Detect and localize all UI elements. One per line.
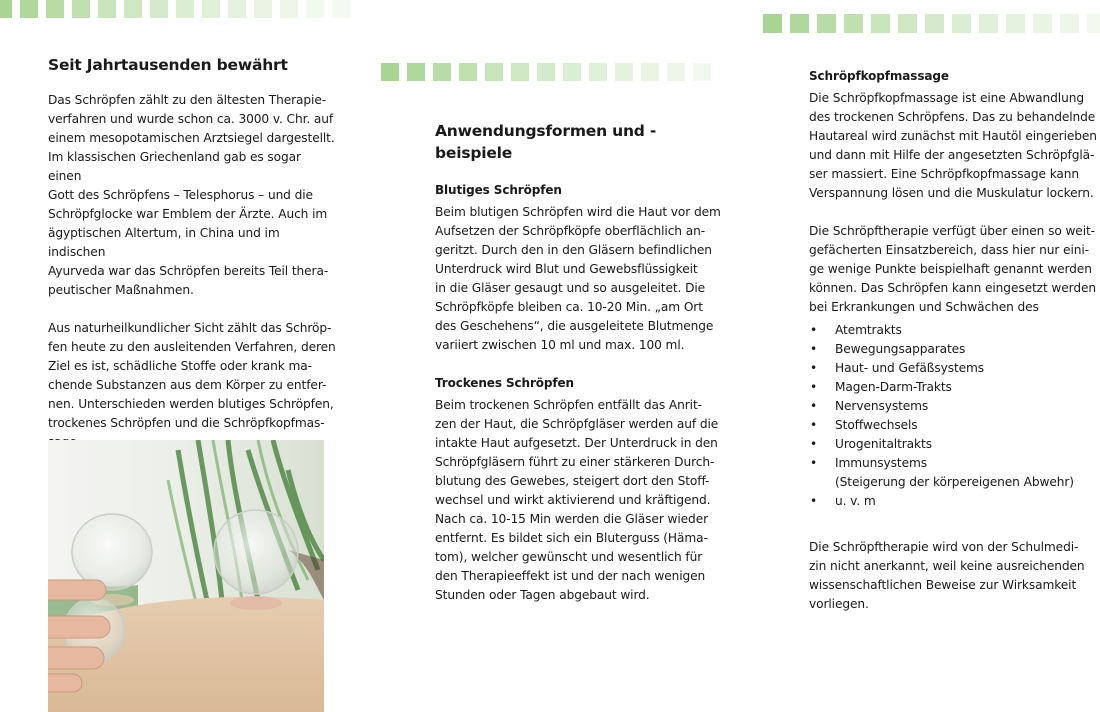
subheading-dry-cupping: Trockenes Schröpfen xyxy=(435,376,574,390)
list-item: • Haut- und Gefäßsystems xyxy=(809,359,1099,378)
paragraph-history: Das Schröpfen zählt zu den ältesten Therapie- verfahren und wurde schon ca. 3000 v. Chr. auf einem mesopotamischen Arztsiegel dargestellt. Im klassischen Griechenland gab es sogar einen Gott des Schröpfens – Telesphorus – und die Schröpfglocke war Emblem der Ärzte. Auch im ägyptischen Altertum, in China und im indischen Ayurveda war das Schröpfen bereits Teil thera- peutischer Maßnahmen. xyxy=(48,93,335,297)
decorative-square xyxy=(817,14,836,33)
decorative-square xyxy=(511,63,529,81)
paragraph-naturopathy: Aus naturheilkundlicher Sicht zählt das Schröp- fen heute zu den ausleitenden Verfahren, deren Ziel es ist, schädliche Stoffe oder krank ma- chende Substanzen aus dem Körper zu entfer- nen. Unterschieden werden blutiges Schröpfen, trockenes Schröpfen und die Schröpfkopfmas- xyxy=(48,321,336,430)
decorative-square xyxy=(589,63,607,81)
decorative-square xyxy=(979,14,998,33)
list-item: • Bewegungsapparates xyxy=(809,340,1099,359)
decorative-square xyxy=(254,0,272,18)
decorative-square xyxy=(280,0,298,18)
decorative-square xyxy=(407,63,425,81)
decorative-squares-right xyxy=(763,14,1100,33)
decorative-square xyxy=(1033,14,1052,33)
list-item: • Immunsystems (Steigerung der körpereigenen Abwehr) xyxy=(809,454,1099,492)
list-item: • Atemtrakts xyxy=(809,321,1099,340)
decorative-square xyxy=(844,14,863,33)
subheading-cupping-massage: Schröpfkopfmassage xyxy=(809,69,949,83)
decorative-square xyxy=(563,63,581,81)
list-item: • u. v. m xyxy=(809,492,1099,511)
decorative-square xyxy=(952,14,971,33)
decorative-square xyxy=(124,0,142,18)
indications-list xyxy=(809,321,1099,511)
decorative-square xyxy=(433,63,451,81)
paragraph-wet-cupping: Beim blutigen Schröpfen wird die Haut vor dem Aufsetzen der Schröpfköpfe oberflächlich an- geritzt. Durch den in den Gläsern befindlichen Unterdruck wird Blut und Gewebsflüssigkeit in die Gläser gesaugt und so ausgeleitet. Die Schröpfköpfe bleiben ca. 10-20 Min. „am Ort des Geschehens“, die ausgeleitete Blutmenge variiert zwischen 10 ml und max. 100 ml. xyxy=(435,205,721,352)
decorative-squares-middle xyxy=(381,63,711,81)
decorative-square xyxy=(381,63,399,81)
decorative-square xyxy=(871,14,890,33)
paragraph-indications-intro: Die Schröpftherapie verfügt über einen so weit- gefächerten Einsatzbereich, dass hier nur eini- ge wenige Punkte beispielhaft genannt werden können. Das Schröpfen kann eingesetzt werden bei Erkrankungen und Schwächen des xyxy=(809,224,1097,314)
decorative-square xyxy=(72,0,90,18)
decorative-square xyxy=(150,0,168,18)
decorative-square xyxy=(537,63,555,81)
decorative-square xyxy=(306,0,324,18)
section-title-history: Seit Jahrtausenden bewährt xyxy=(48,56,288,74)
decorative-square xyxy=(667,63,685,81)
decorative-square xyxy=(228,0,246,18)
decorative-square xyxy=(790,14,809,33)
decorative-square xyxy=(1087,14,1100,33)
decorative-square xyxy=(1060,14,1079,33)
subheading-wet-cupping: Blutiges Schröpfen xyxy=(435,183,562,197)
decorative-square xyxy=(0,0,12,18)
column-cupping-massage xyxy=(809,67,1099,614)
section-title-application-forms: Anwendungsformen und -beispiele xyxy=(435,122,657,162)
decorative-square xyxy=(202,0,220,18)
decorative-square xyxy=(641,63,659,81)
paragraph-dry-cupping: Beim trockenen Schröpfen entfällt das Anrit- zen der Haut, die Schröpfgläser werden auf die intakte Haut aufgesetzt. Der Unterdruck in den Schröpfgläsern führt zu einer stärkeren Durch- blutung des Gewebes, steigert dort den Stoff- wechsel und wirkt aktivierend und kräftigend. Nach ca. 10-15 Min werden die Gläser wieder entfernt. Es bildet sich ein Bluterguss (Häma- tom), welcher gewünscht und wesentlich für den Therapieeffekt ist und der nach wenigen Stunden oder Tagen abgebaut wird. xyxy=(435,398,719,602)
list-item: • Stoffwechsels xyxy=(809,416,1099,435)
column-application-forms xyxy=(435,120,725,605)
paragraph-disclaimer: Die Schröpftherapie wird von der Schulmedi- zin nicht anerkannt, weil keine ausreichenden wissenschaftlichen Beweise zur Wirksamkeit vorliegen. xyxy=(809,540,1085,611)
paragraph-cupping-massage: Die Schröpfkopfmassage ist eine Abwandlung des trockenen Schröpfens. Das zu behandelnde Hautareal wird zunächst mit Hautöl eingerieben und dann mit Hilfe der angesetzten Schröpfglä- ser massiert. Eine Schröpfkopfmassage kann Verspannung lösen und die Muskulatur lockern. xyxy=(809,91,1097,200)
decorative-square xyxy=(176,0,194,18)
decorative-square xyxy=(1006,14,1025,33)
decorative-square xyxy=(459,63,477,81)
decorative-square xyxy=(693,63,711,81)
decorative-square xyxy=(46,0,64,18)
column-history xyxy=(48,54,338,452)
decorative-square xyxy=(925,14,944,33)
decorative-square xyxy=(98,0,116,18)
decorative-square xyxy=(898,14,917,33)
decorative-squares-left xyxy=(0,0,350,18)
decorative-square xyxy=(615,63,633,81)
decorative-square xyxy=(20,0,38,18)
list-item: • Urogenitaltrakts xyxy=(809,435,1099,454)
decorative-square xyxy=(332,0,350,18)
decorative-square xyxy=(763,14,782,33)
list-item: • Magen-Darm-Trakts xyxy=(809,378,1099,397)
cupping-photo xyxy=(48,440,324,712)
list-item: • Nervensystems xyxy=(809,397,1099,416)
decorative-square xyxy=(485,63,503,81)
